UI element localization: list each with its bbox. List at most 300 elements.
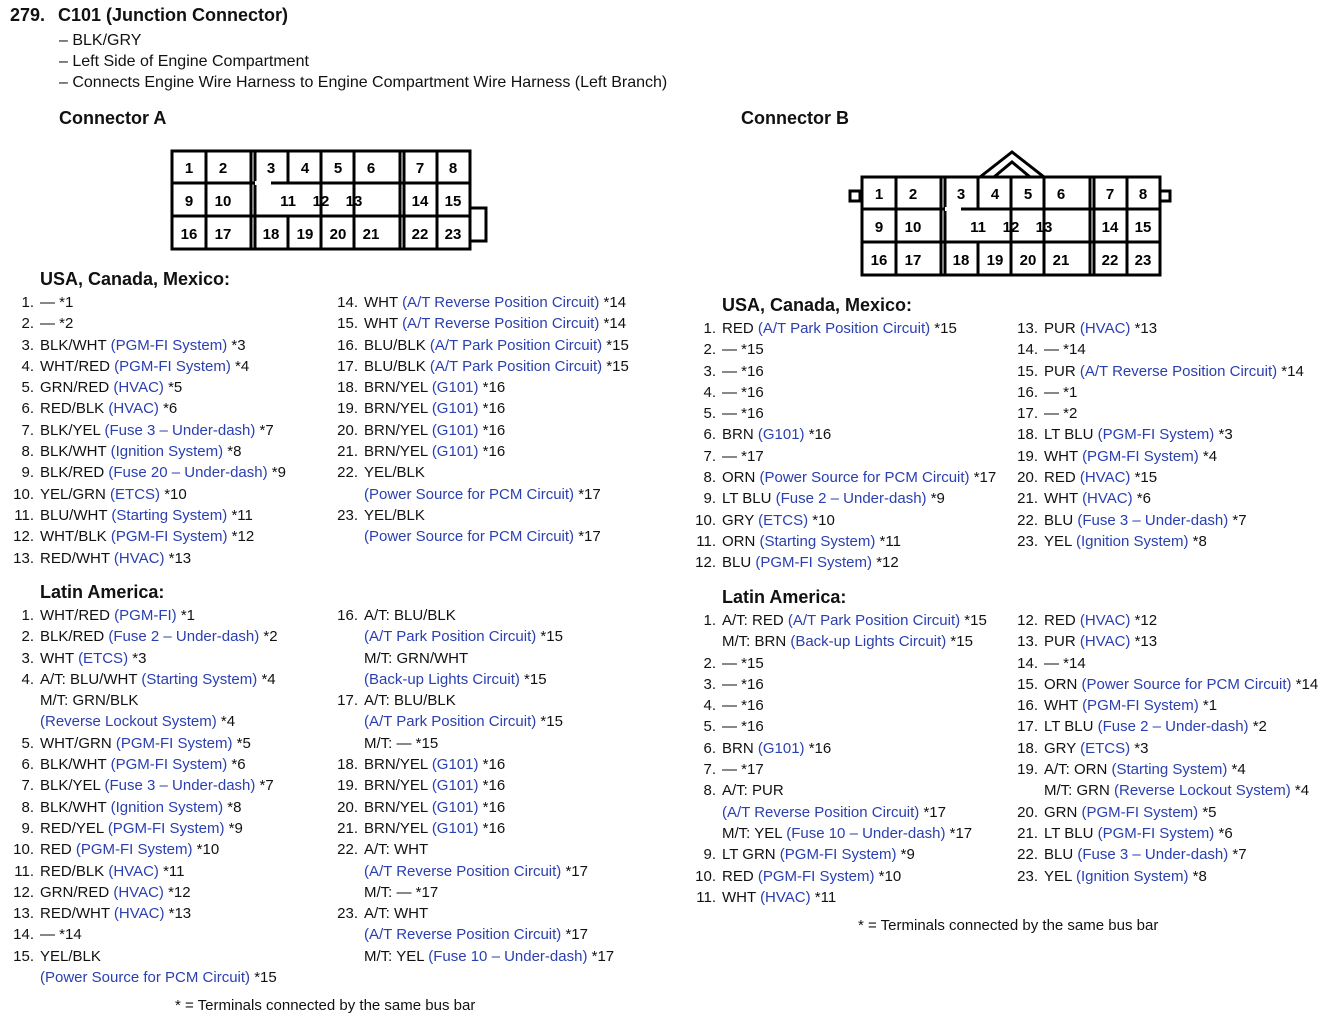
terminal-line	[1044, 738, 1318, 759]
terminal-row	[334, 818, 614, 839]
terminal-line	[1044, 424, 1304, 445]
connector-a-diagram	[168, 148, 492, 254]
terminal-line	[364, 775, 614, 796]
wire-color: *5	[1198, 803, 1217, 821]
terminal-line	[1044, 403, 1304, 424]
wire-color: *5	[232, 734, 251, 752]
terminal-line	[364, 526, 629, 547]
terminal-number: 20.	[1017, 803, 1038, 821]
circuit-reference: (G101)	[431, 443, 479, 461]
terminal-line	[1044, 844, 1318, 865]
terminal-number: 10.	[13, 841, 34, 859]
terminal-number: 16.	[1017, 697, 1038, 715]
circuit-reference: (PGM-FI System)	[1081, 803, 1199, 821]
terminal-line	[40, 775, 278, 796]
wire-color: *12	[1130, 612, 1158, 629]
terminal-line	[40, 398, 286, 419]
terminal-line	[364, 313, 629, 334]
wire-color: M/T: BRN	[722, 633, 791, 651]
wire-color: *17	[574, 485, 601, 503]
terminal-row	[334, 505, 629, 548]
terminal-number: 22.	[1017, 511, 1038, 529]
terminal-number: 8.	[703, 469, 716, 487]
terminal-line	[364, 648, 614, 669]
terminal-line	[364, 733, 614, 754]
wire-color: BRN	[722, 426, 758, 444]
b-bus-bar-note: * = Terminals connected by the same bus bar	[858, 917, 1159, 934]
b-usa-col2	[1014, 318, 1304, 552]
wire-color: M/T: GRN	[1044, 782, 1114, 800]
terminal-row	[334, 754, 614, 775]
terminal-line	[1044, 674, 1318, 695]
circuit-reference: (A/T Park Position Circuit)	[787, 612, 961, 629]
wire-color: BLK/YEL	[40, 777, 105, 795]
terminal-line	[1044, 318, 1304, 339]
a-bus-bar-note: * = Terminals connected by the same bus bar	[175, 997, 476, 1014]
terminal-line	[722, 653, 987, 674]
pin-b-14: 14	[1101, 219, 1119, 236]
location-line: – Left Side of Engine Compartment	[59, 53, 309, 70]
terminal-row	[334, 797, 614, 818]
terminal-row	[334, 377, 629, 398]
terminal-number: 18.	[337, 756, 358, 774]
wire-color: *15	[536, 628, 563, 646]
terminal-row	[10, 648, 278, 669]
circuit-reference: (G101)	[431, 379, 479, 397]
circuit-reference: (HVAC)	[760, 888, 811, 906]
wire-color: *17	[587, 947, 615, 965]
pin-b-7: 7	[1105, 186, 1115, 203]
wire-color: BLK/WHT	[40, 336, 111, 354]
circuit-reference: (Power Source for PCM Circuit)	[1081, 675, 1292, 693]
terminal-line	[364, 505, 629, 526]
pin-a-18: 18	[262, 226, 280, 243]
wire-color: BRN/YEL	[364, 798, 432, 816]
wire-color: *12	[872, 554, 899, 572]
wire-color: *10	[160, 485, 187, 503]
terminal-row	[10, 292, 286, 313]
circuit-reference: (PGM-FI System)	[110, 756, 228, 774]
terminal-number: 3.	[703, 362, 716, 380]
terminal-number: 5.	[21, 734, 34, 752]
terminal-line	[722, 631, 987, 652]
wire-color: M/T: — *17	[364, 883, 439, 901]
wire-color: *4	[216, 713, 236, 731]
circuit-reference: (Fuse 10 – Under-dash)	[428, 947, 588, 965]
wire-color: *7	[255, 777, 274, 795]
terminal-number: 2.	[21, 315, 34, 333]
wire-color: A/T: WHT	[364, 905, 429, 923]
circuit-reference: (ETCS)	[110, 485, 161, 503]
pin-b-9: 9	[874, 219, 884, 236]
wire-color: *14	[599, 315, 627, 333]
terminal-row	[10, 462, 286, 483]
circuit-reference: (PGM-FI System)	[757, 867, 875, 885]
terminal-line	[1044, 759, 1318, 780]
terminal-line	[40, 946, 278, 967]
terminal-row	[692, 759, 987, 780]
terminal-number: 21.	[1017, 824, 1038, 842]
wire-color: *9	[267, 464, 286, 482]
terminal-row	[692, 488, 996, 509]
terminal-number: 10.	[695, 867, 716, 885]
wire-color: BLK/WHT	[40, 756, 111, 774]
wire-color: *15	[1130, 469, 1158, 487]
terminal-line	[40, 967, 278, 988]
wire-color: *5	[163, 379, 183, 397]
wire-color: WHT	[1044, 697, 1083, 715]
connects-line: – Connects Engine Wire Harness to Engine Compartment Wire Harness (Left Branch)	[59, 74, 668, 91]
pin-b-8: 8	[1138, 186, 1148, 203]
circuit-reference: (Fuse 3 – Under-dash)	[104, 421, 256, 439]
terminal-number: 8.	[703, 782, 716, 800]
terminal-row	[1014, 424, 1304, 445]
wire-color: BLU/BLK	[364, 357, 430, 375]
wire-color: ORN	[1044, 675, 1082, 693]
circuit-reference: (Fuse 20 – Under-dash)	[108, 464, 268, 482]
wire-color: ORN	[722, 532, 760, 550]
wire-color: GRY	[1044, 739, 1081, 757]
terminal-number: 21.	[1017, 490, 1038, 508]
terminal-row	[692, 424, 996, 445]
terminal-row	[334, 292, 629, 313]
terminal-number: 18.	[1017, 739, 1038, 757]
terminal-row	[334, 839, 614, 903]
terminal-number: 9.	[21, 464, 34, 482]
terminal-line	[40, 335, 286, 356]
wire-color: *11	[810, 888, 837, 906]
terminal-row	[10, 548, 286, 569]
circuit-reference: (HVAC)	[108, 400, 159, 418]
terminal-line	[40, 669, 278, 690]
wire-color: RED	[722, 867, 758, 885]
circuit-reference: (Fuse 3 – Under-dash)	[1077, 511, 1229, 529]
wire-color: WHT/RED	[40, 607, 115, 624]
wire-color: BRN/YEL	[364, 400, 432, 418]
terminal-line	[722, 339, 996, 360]
b-latin-title: Latin America:	[722, 587, 847, 607]
wire-color: LT BLU	[1044, 718, 1098, 736]
wire-color: GRN	[1044, 803, 1082, 821]
wire-color: *16	[478, 400, 506, 418]
terminal-line	[722, 552, 996, 573]
pin-a-17: 17	[214, 226, 232, 243]
circuit-reference: (HVAC)	[113, 905, 165, 923]
terminal-row	[10, 818, 278, 839]
circuit-reference: (G101)	[431, 798, 479, 816]
terminal-row	[334, 398, 629, 419]
circuit-reference: (A/T Reverse Position Circuit)	[402, 294, 600, 311]
terminal-line	[364, 335, 629, 356]
wire-color: *16	[478, 798, 506, 816]
pin-b-13: 13	[1035, 219, 1053, 236]
terminal-number: 18.	[337, 379, 358, 397]
wire-color: *12	[163, 883, 191, 901]
wire-color: A/T: WHT	[364, 841, 429, 859]
circuit-reference: (G101)	[431, 421, 479, 439]
wire-color: — *14	[40, 926, 82, 944]
wire-color: *7	[1228, 846, 1247, 864]
terminal-number: 23.	[1017, 867, 1038, 885]
wire-color: BLU	[1044, 846, 1078, 864]
wire-color: WHT	[364, 294, 403, 311]
terminal-number: 12.	[13, 883, 34, 901]
circuit-reference: (Fuse 2 – Under-dash)	[108, 628, 260, 646]
wire-color: BLU	[722, 554, 756, 572]
circuit-reference: (PGM-FI System)	[1097, 426, 1215, 444]
wire-color: — *14	[1044, 341, 1086, 359]
terminal-line	[364, 398, 629, 419]
wire-color: BRN/YEL	[364, 777, 432, 795]
pin-b-10: 10	[904, 219, 922, 236]
pin-a-4: 4	[300, 160, 310, 177]
terminal-number: 14.	[1017, 654, 1038, 672]
wire-color: PUR	[1044, 633, 1080, 651]
terminal-line	[722, 610, 987, 631]
wire-color: RED	[40, 841, 76, 859]
wire-color: A/T: BLU/BLK	[364, 607, 456, 624]
terminal-row	[692, 610, 987, 653]
terminal-line	[40, 462, 286, 483]
wire-color: YEL	[1044, 532, 1076, 550]
circuit-reference: (PGM-FI System)	[114, 357, 231, 375]
terminal-line	[40, 754, 278, 775]
circuit-reference: (PGM-FI)	[114, 607, 177, 624]
terminal-row	[10, 335, 286, 356]
terminal-row	[1014, 759, 1318, 802]
circuit-reference: (Power Source for PCM Circuit)	[364, 485, 575, 503]
wire-color: *9	[896, 846, 915, 864]
circuit-reference: (G101)	[431, 400, 479, 418]
terminal-line	[40, 626, 278, 647]
wire-color: BLU	[1044, 511, 1078, 529]
pin-a-19: 19	[296, 226, 314, 243]
wire-color: *13	[1130, 320, 1158, 337]
terminal-number: 7.	[21, 777, 34, 795]
wire-color: *16	[478, 421, 506, 439]
pin-a-11: 11	[280, 193, 296, 210]
wire-color: WHT/BLK	[40, 528, 111, 546]
circuit-reference: (Starting System)	[141, 670, 258, 688]
terminal-row	[10, 754, 278, 775]
wire-color: *16	[478, 777, 506, 795]
terminal-line	[1044, 361, 1304, 382]
circuit-reference: (HVAC)	[1079, 469, 1131, 487]
terminal-row	[692, 339, 996, 360]
wire-color: *15	[930, 320, 957, 337]
wire-color: ORN	[722, 469, 760, 487]
wire-color: *14	[1291, 675, 1319, 693]
wire-color: *7	[255, 421, 274, 439]
circuit-reference: (ETCS)	[78, 649, 129, 667]
terminal-row	[334, 420, 629, 441]
terminal-row	[10, 924, 278, 945]
circuit-reference: (Power Source for PCM Circuit)	[40, 969, 251, 987]
wire-color: *1	[1198, 697, 1218, 715]
terminal-line	[40, 818, 278, 839]
wire-color: M/T: YEL	[364, 947, 429, 965]
terminal-row	[334, 441, 629, 462]
circuit-reference: (Reverse Lockout System)	[1114, 782, 1291, 800]
terminal-line	[40, 839, 278, 860]
wire-color: BLK/RED	[40, 464, 109, 482]
pin-b-19: 19	[986, 252, 1004, 269]
wire-color: BLK/YEL	[40, 421, 105, 439]
terminal-number: 12.	[1017, 612, 1038, 629]
terminal-line	[722, 844, 987, 865]
a-usa-title: USA, Canada, Mexico:	[40, 269, 231, 289]
terminal-row	[10, 505, 286, 526]
terminal-row	[1014, 531, 1304, 552]
pin-a-3: 3	[266, 160, 276, 177]
terminal-row	[692, 887, 987, 908]
terminal-row	[10, 356, 286, 377]
terminal-number: 14.	[13, 926, 34, 944]
wire-color: *1	[176, 607, 196, 624]
terminal-line	[722, 780, 987, 801]
terminal-number: 14.	[337, 294, 358, 311]
terminal-number: 11.	[14, 862, 34, 880]
terminal-number: 5.	[703, 718, 716, 736]
terminal-row	[10, 839, 278, 860]
terminal-row	[692, 361, 996, 382]
terminal-line	[40, 924, 278, 945]
terminal-row	[692, 531, 996, 552]
terminal-line	[364, 462, 629, 483]
pin-b-17: 17	[904, 252, 922, 269]
terminal-line	[364, 882, 614, 903]
pin-b-23: 23	[1134, 252, 1152, 269]
a-usa-col2	[334, 292, 629, 548]
terminal-line	[1044, 823, 1318, 844]
pin-a-1: 1	[184, 160, 194, 177]
terminal-line	[722, 738, 987, 759]
terminal-row	[1014, 403, 1304, 424]
terminal-number: 9.	[703, 846, 716, 864]
terminal-row	[334, 605, 614, 690]
terminal-line	[40, 313, 286, 334]
terminal-line	[40, 548, 286, 569]
terminal-row	[10, 775, 278, 796]
wire-color: *3	[1214, 426, 1233, 444]
wire-color: BRN/YEL	[364, 379, 432, 397]
circuit-reference: (A/T Park Position Circuit)	[364, 628, 537, 646]
wire-color: M/T: — *15	[364, 734, 439, 752]
circuit-reference: (G101)	[431, 756, 479, 774]
terminal-number: 13.	[1017, 320, 1038, 337]
terminal-row	[692, 866, 987, 887]
terminal-number: 10.	[695, 511, 716, 529]
terminal-row	[692, 510, 996, 531]
pin-a-15: 15	[444, 193, 462, 210]
terminal-number: 1.	[703, 612, 716, 629]
terminal-row	[1014, 695, 1318, 716]
wire-color: *15	[946, 633, 973, 651]
terminal-line	[1044, 610, 1318, 631]
terminal-line	[722, 446, 996, 467]
circuit-reference: (PGM-FI System)	[1082, 447, 1199, 465]
terminal-row	[1014, 631, 1318, 652]
terminal-line	[1044, 467, 1304, 488]
wire-color: *17	[561, 926, 588, 944]
terminal-number: 11.	[696, 888, 716, 906]
wire-color: GRY	[722, 511, 759, 529]
terminal-number: 11.	[14, 506, 34, 524]
wire-color: *6	[227, 756, 246, 774]
terminal-row	[1014, 382, 1304, 403]
terminal-number: 23.	[337, 905, 358, 923]
wire-color: *16	[804, 426, 832, 444]
terminal-number: 8.	[21, 443, 34, 461]
terminal-number: 12.	[13, 528, 34, 546]
terminal-number: 23.	[1017, 532, 1038, 550]
wire-color: — *16	[722, 718, 764, 736]
pin-b-3: 3	[956, 186, 966, 203]
wire-color: *3	[227, 336, 246, 354]
terminal-row	[1014, 653, 1318, 674]
terminal-line	[1044, 339, 1304, 360]
terminal-row	[1014, 339, 1304, 360]
wire-color: WHT	[364, 315, 403, 333]
wire-color: YEL/BLK	[364, 464, 425, 482]
terminal-row	[1014, 488, 1304, 509]
circuit-reference: (Fuse 3 – Under-dash)	[1077, 846, 1229, 864]
page-title	[10, 5, 288, 26]
terminal-line	[40, 882, 278, 903]
wire-color: *8	[1188, 532, 1207, 550]
terminal-line	[40, 484, 286, 505]
wire-color: *15	[519, 670, 547, 688]
circuit-reference: (Ignition System)	[1075, 532, 1189, 550]
terminal-row	[10, 313, 286, 334]
terminal-number: 17.	[337, 692, 358, 710]
terminal-line	[722, 318, 996, 339]
pin-b-22: 22	[1101, 252, 1119, 269]
pin-a-5: 5	[333, 160, 343, 177]
terminal-row	[692, 467, 996, 488]
terminal-number: 22.	[337, 464, 358, 482]
terminal-row	[10, 398, 286, 419]
terminal-row	[1014, 844, 1318, 865]
color-line: – BLK/GRY	[59, 32, 142, 49]
terminal-line	[1044, 446, 1304, 467]
circuit-reference: (G101)	[431, 819, 479, 837]
terminal-number: 3.	[703, 675, 716, 693]
wire-color: *4	[1198, 447, 1218, 465]
terminal-line	[364, 292, 629, 313]
terminal-number: 17.	[1017, 718, 1038, 736]
wire-color: — *1	[40, 294, 74, 311]
wire-color: *4	[1227, 761, 1246, 779]
terminal-number: 20.	[337, 798, 358, 816]
circuit-reference: (ETCS)	[1080, 739, 1131, 757]
wire-color: BLU/WHT	[40, 506, 112, 524]
wire-color: YEL/BLK	[40, 947, 101, 965]
terminal-line	[1044, 695, 1318, 716]
circuit-reference: (HVAC)	[1082, 490, 1133, 508]
wire-color: *14	[599, 294, 627, 311]
wire-color: BLK/WHT	[40, 798, 111, 816]
terminal-row	[692, 403, 996, 424]
terminal-line	[40, 292, 286, 313]
wire-color: M/T: YEL	[722, 824, 787, 842]
wire-color: — *16	[722, 383, 764, 401]
terminal-number: 18.	[1017, 426, 1038, 444]
terminal-number: 20.	[337, 421, 358, 439]
terminal-row	[1014, 866, 1318, 887]
terminal-row	[692, 318, 996, 339]
terminal-number: 6.	[703, 739, 716, 757]
